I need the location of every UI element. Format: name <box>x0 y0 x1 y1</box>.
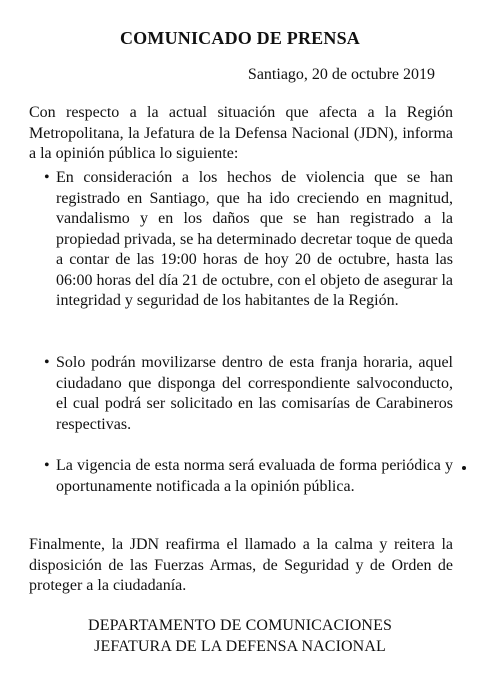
signature-command: JEFATURA DE LA DEFENSA NACIONAL <box>94 637 386 655</box>
bullet-text: En consideración a los hechos de violencia que se han registrado en Santiago, que ha ido creciendo en magnitud, vandalismo y en los daños que se han registrado a la propiedad privada, se ha determinado decretar toque de queda a contar de las 19:00 horas de hoy 20 de octubre, hasta las 06:00 horas del día 21 de octubre, con el objeto de asegurar la integridad y seguridad de los habitantes de la Región. <box>56 169 453 309</box>
bullet-text: Solo podrán movilizarse dentro de esta franja horaria, aquel ciudadano que disponga del correspondiente salvoconducto, el cual podrá ser solicitado en las comisarías de Carabineros respectivas. <box>56 354 453 433</box>
intro-paragraph: Con respecto a la actual situación que afecta a la Región Metropolitana, la Jefatura de la Defensa Nacional (JDN), informa a la opinión pública lo siguiente: <box>29 104 453 162</box>
bullet-item-validity <box>29 456 453 497</box>
document-date: Santiago, 20 de octubre 2019 <box>247 66 435 83</box>
bullet-icon: • <box>44 354 50 371</box>
bullet-icon: • <box>44 169 50 186</box>
document-title: COMUNICADO DE PRENSA <box>119 28 360 48</box>
bullet-item-safe-conduct <box>29 353 453 435</box>
signature-block <box>0 616 480 657</box>
bullet-icon: • <box>44 457 50 474</box>
signature-department: DEPARTAMENTO DE COMUNICACIONES <box>88 617 392 634</box>
bullet-text: La vigencia de esta norma será evaluada de forma periódica y oportunamente notificada a la opinión pública. <box>56 457 453 495</box>
bullet-item-curfew <box>29 168 453 312</box>
stray-mark <box>462 466 466 470</box>
closing-paragraph: Finalmente, la JDN reafirma el llamado a la calma y reitera la disposición de las Fuerzas Armas, de Seguridad y de Orden de proteger a la ciudadanía. <box>29 536 453 594</box>
